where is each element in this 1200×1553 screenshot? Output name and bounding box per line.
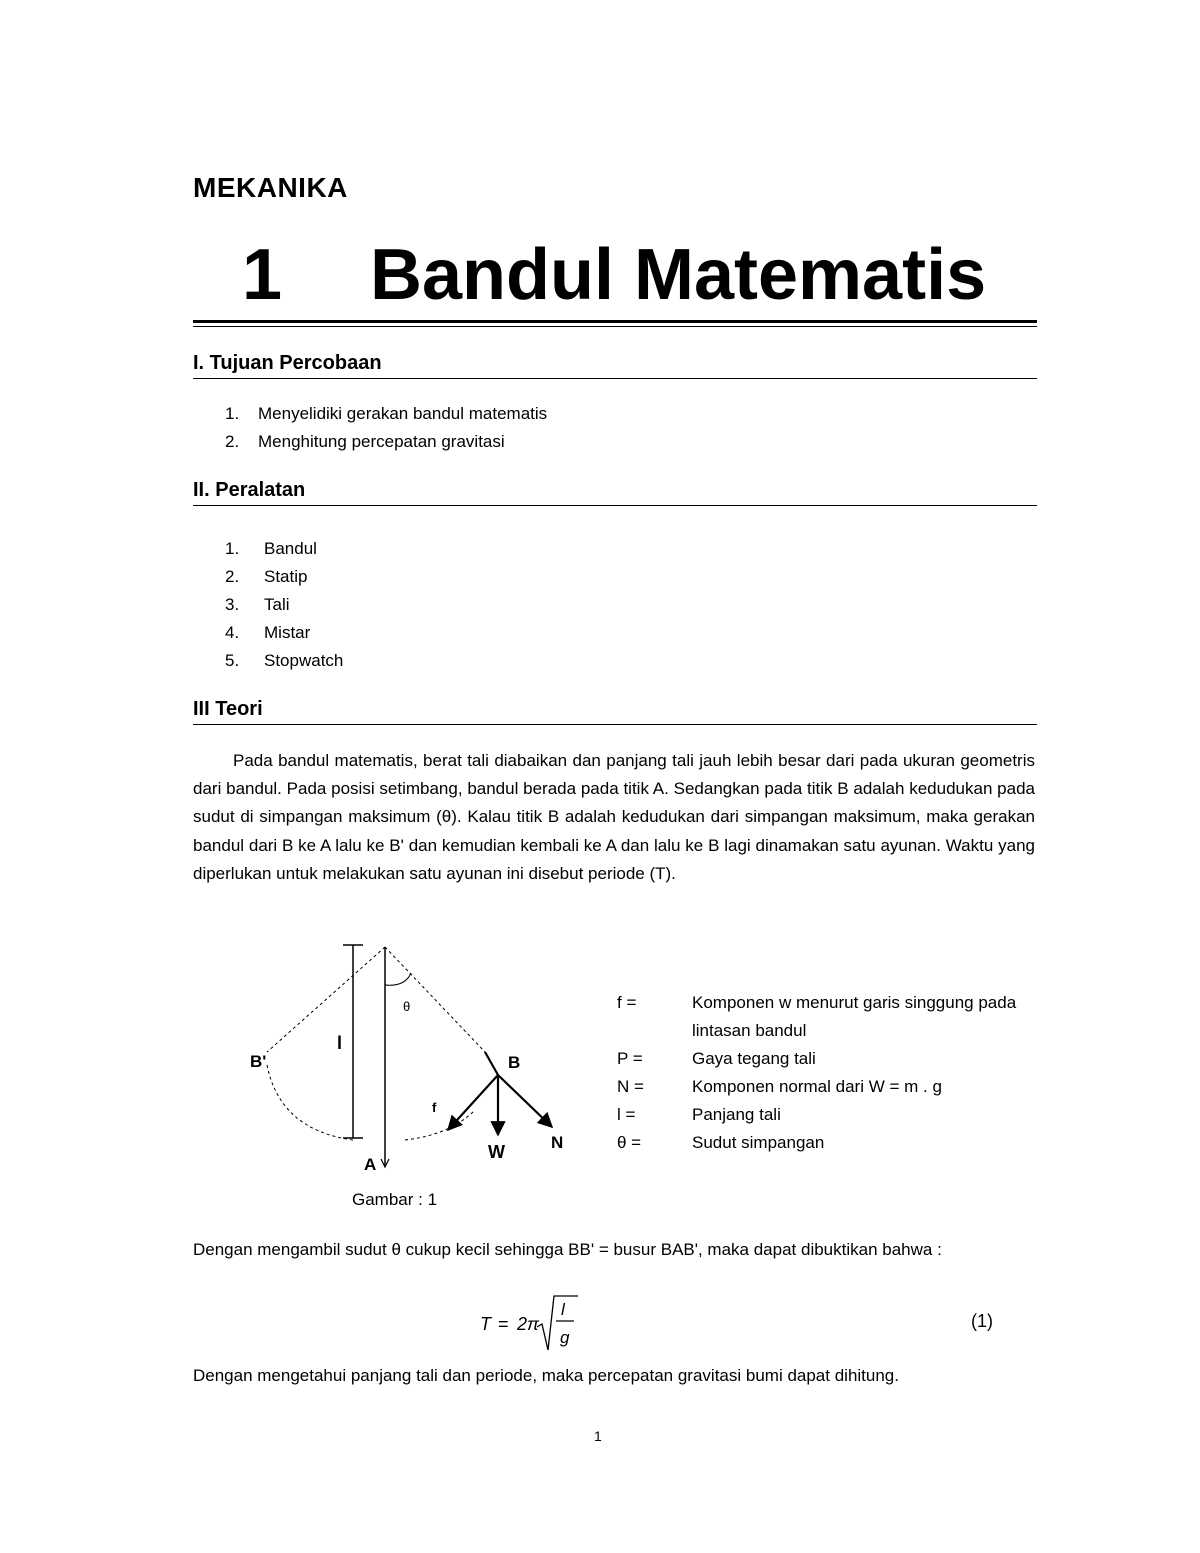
arc-right [405,1110,475,1140]
legend-symbol: θ = [617,1133,642,1152]
legend-row [617,1101,1087,1129]
legend-symbol: N = [617,1077,644,1096]
eq-equals: = [498,1314,509,1334]
list-item-number: 1. [225,404,240,423]
force-f-arrow [448,1075,498,1130]
theta-arc [385,973,411,985]
list-item [225,400,825,428]
list-item [225,563,825,591]
chapter-title: Bandul Matematis [370,235,987,315]
chapter-number: 1 [242,235,283,315]
label-f: f [432,1100,437,1115]
bob-b-string-end [485,1052,498,1075]
list-item-text: Stopwatch [264,651,344,670]
eq-lhs: T [480,1314,491,1334]
eq-numerator: l [561,1300,565,1319]
label-theta: θ [403,999,411,1014]
pendulum-diagram [240,935,580,1175]
section-rule [193,724,1037,725]
force-n-arrow [498,1075,552,1127]
title-rule-thick [193,320,1037,323]
list-item-number: 5. [225,651,240,670]
legend-row [617,1073,1087,1101]
label-b-prime: B' [250,1052,267,1071]
list-item-text: Statip [264,567,308,586]
label-l: l [337,1033,343,1053]
string-to-b-prime [267,947,385,1052]
legend-row [617,989,1087,1045]
list-item [225,647,825,675]
title-rule-thin [193,326,1037,327]
string-to-b [385,947,485,1052]
list-item-text: Bandul [264,539,317,558]
list-item [225,619,825,647]
list-item-text: Mistar [264,623,311,642]
label-b: B [508,1053,521,1072]
list-item-text: Menghitung percepatan gravitasi [258,432,505,451]
label-a: A [364,1155,377,1174]
label-w: W [488,1142,505,1162]
list-item-number: 3. [225,595,240,614]
legend-symbol: f = [617,993,637,1012]
peralatan-list [225,535,825,675]
eq-denominator: g [560,1328,570,1347]
category-label: MEKANIKA [193,172,348,203]
legend-description: Komponen w menurut garis singgung pada lintasan bandul [692,993,1017,1040]
period-equation [470,1290,590,1356]
section-heading-peralatan: II. Peralatan [193,479,306,501]
page-number: 1 [594,1428,602,1444]
legend-description: Panjang tali [692,1105,781,1124]
arc-left [267,1065,353,1140]
list-item-number: 1. [225,539,240,558]
tujuan-list [225,400,825,456]
legend-symbol: l = [617,1105,636,1124]
legend-description: Gaya tegang tali [692,1049,816,1068]
list-item [225,428,825,456]
equation-number: (1) [971,1311,993,1331]
legend-symbol: P = [617,1049,643,1068]
sqrt-sign [537,1296,578,1350]
list-item [225,591,825,619]
list-item-text: Tali [264,595,290,614]
list-item-text: Menyelidiki gerakan bandul matematis [258,404,548,423]
list-item-number: 2. [225,432,240,451]
list-item [225,535,825,563]
label-n: N [551,1133,564,1152]
figure-legend [617,989,1087,1157]
list-item-number: 4. [225,623,240,642]
eq-coef: 2π [517,1314,540,1334]
derivation-intro: Dengan mengambil sudut θ cukup kecil sehingga BB' = busur BAB', maka dapat dibuktikan bahwa : [193,1240,942,1259]
teori-paragraph: Pada bandul matematis, berat tali diabaikan dan panjang tali jauh lebih besar dari pada ukuran geometris dari bandul. Pada posisi setimbang, bandul berada pada titik A. Sedangkan pada titik B adalah kedudukan pada sudut di simpangan maksimum (θ). Kalau titik B adalah kedudukan dari simpangan maksimum, maka gerakan bandul dari B ke A lalu ke B' dan kemudian kembali ke A dan lalu ke B lagi dinamakan satu ayunan. Waktu yang diperlukan untuk melakukan satu ayunan ini disebut periode (T). [193,751,1035,883]
section-rule [193,505,1037,506]
legend-row [617,1045,1087,1073]
section-heading-tujuan: I. Tujuan Percobaan [193,352,382,374]
section-rule [193,378,1037,379]
legend-row [617,1129,1087,1157]
legend-description: Komponen normal dari W = m . g [692,1077,942,1096]
conclusion-text: Dengan mengetahui panjang tali dan periode, maka percepatan gravitasi bumi dapat dihitung. [193,1366,899,1385]
figure-caption: Gambar : 1 [352,1190,438,1209]
section-heading-teori: III Teori [193,698,263,720]
list-item-number: 2. [225,567,240,586]
legend-description: Sudut simpangan [692,1133,825,1152]
